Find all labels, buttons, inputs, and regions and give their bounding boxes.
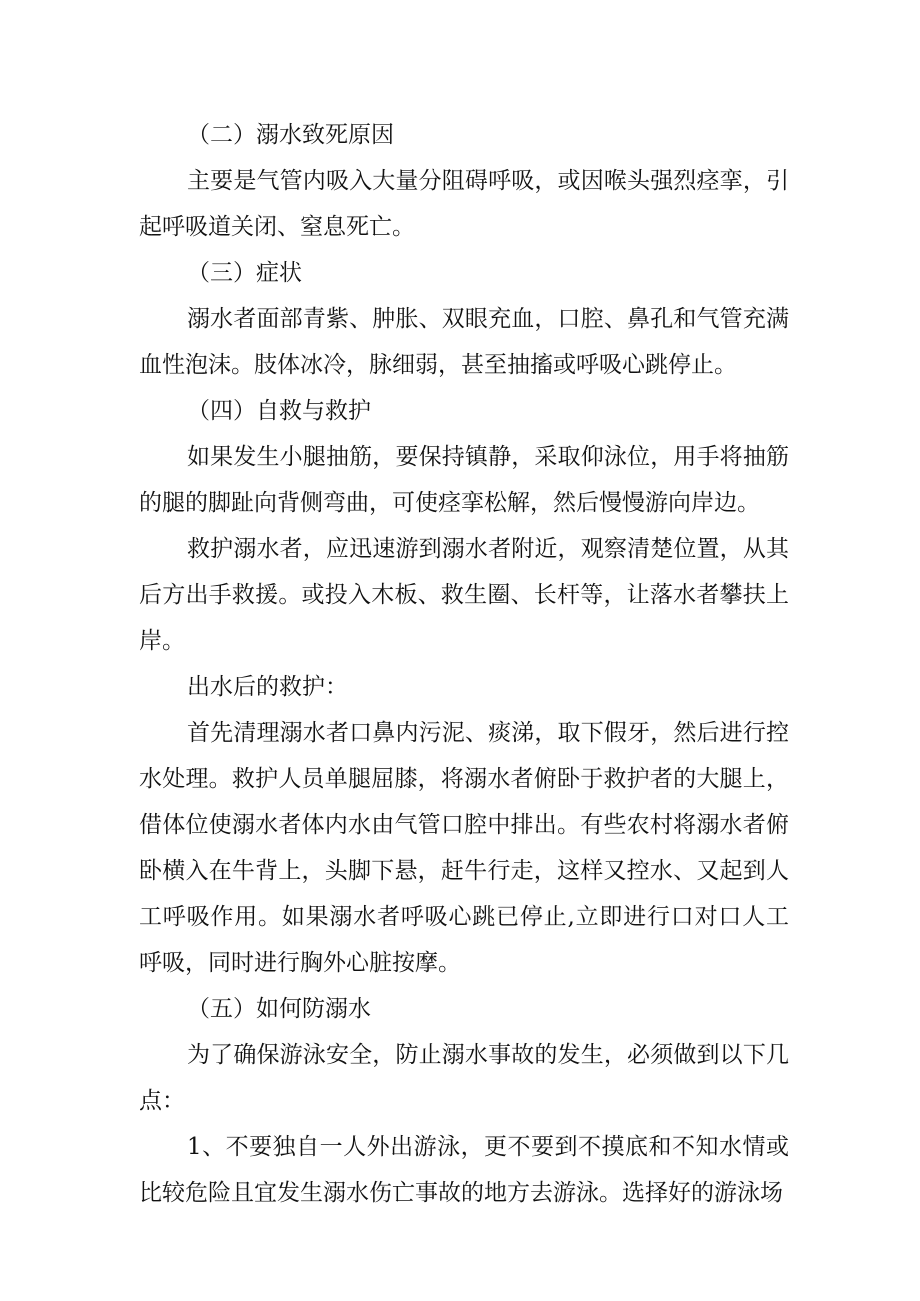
paragraph-rescue-others: 救护溺水者，应迅速游到溺水者附近，观察清楚位置，从其后方出手救援。或投入木板、救生圈、长杆等，让落水者攀扶上岸。: [139, 536, 789, 654]
paragraph-self-rescue: 如果发生小腿抽筋，要保持镇静，采取仰泳位，用手将抽筋的腿的脚趾向背侧弯曲，可使痉挛松解，然后慢慢游向岸边。: [139, 444, 789, 516]
section-heading-symptoms: （三）症状: [187, 260, 302, 286]
paragraph-prevention-item-1: 1、不要独自一人外出游泳，更不要到不摸底和不知水情或比较危险且宜发生溺水伤亡事故的地方去游泳。选择好的游泳场: [139, 1134, 789, 1206]
paragraph-cause: 主要是气管内吸入大量分阻碍呼吸，或因喉头强烈痉挛，引起呼吸道关闭、窒息死亡。: [139, 168, 789, 240]
paragraph-prevention-intro: 为了确保游泳安全，防止溺水事故的发生，必须做到以下几点：: [139, 1042, 789, 1114]
section-heading-prevention: （五）如何防溺水: [187, 996, 371, 1022]
paragraph-after-water-heading: 出水后的救护：: [187, 674, 348, 700]
section-heading-rescue: （四）自救与救护: [187, 398, 371, 424]
document-body: [139, 112, 789, 1216]
paragraph-after-water-care: 首先清理溺水者口鼻内污泥、痰涕，取下假牙，然后进行控水处理。救护人员单腿屈膝，将溺水者俯卧于救护者的大腿上，借体位使溺水者体内水由气管口腔中排出。有些农村将溺水者俯卧横入在牛背上，头脚下悬，赶牛行走，这样又控水、又起到人工呼吸作用。如果溺水者呼吸心跳已停止,立即进行口对口人工呼吸，同时进行胸外心脏按摩。: [139, 720, 789, 976]
section-heading-cause: （二）溺水致死原因: [187, 122, 394, 148]
paragraph-symptoms: 溺水者面部青紫、肿胀、双眼充血，口腔、鼻孔和气管充满血性泡沫。肢体冰冷，脉细弱，甚至抽搐或呼吸心跳停止。: [139, 306, 789, 378]
